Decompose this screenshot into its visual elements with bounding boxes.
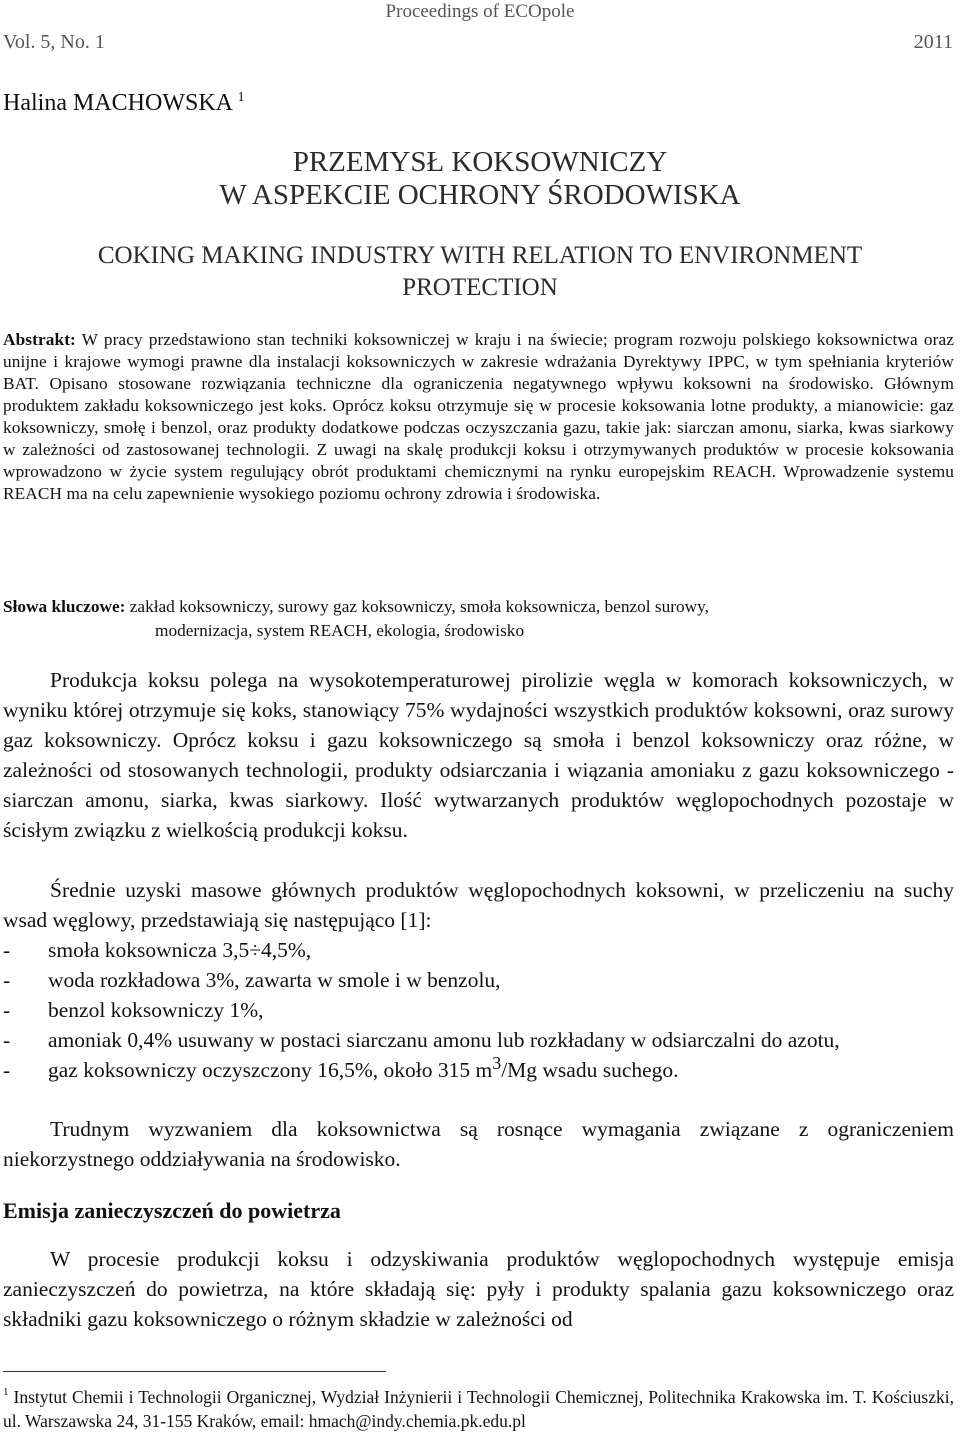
list-dash: - bbox=[3, 1028, 11, 1052]
list-item-text-after: /Mg wsadu suchego. bbox=[501, 1058, 679, 1082]
superscript-3: 3 bbox=[492, 1052, 502, 1073]
list-dash: - bbox=[3, 968, 11, 992]
list-item bbox=[3, 995, 954, 1025]
footnote-divider bbox=[3, 1371, 386, 1372]
publication-year: 2011 bbox=[913, 31, 953, 53]
list-item-text: smoła koksownicza 3,5÷4,5%, bbox=[48, 938, 312, 962]
abstract-label: Abstrakt: bbox=[3, 330, 76, 349]
list-item-text bbox=[48, 1052, 954, 1085]
title-english-line-2: PROTECTION bbox=[402, 274, 558, 301]
list-item-text-before: gaz koksowniczy oczyszczony 16,5%, około 315 m bbox=[48, 1058, 493, 1082]
author-line bbox=[3, 90, 245, 117]
footnote-text: Instytut Chemii i Technologii Organicznej, Wydział Inżynierii i Technologii Chemicznej, Politechnika Krakowska im. T. Kościuszki, ul. Warszawska 24, 31-155 Kraków, email: hmach@indy.chemia.pk.edu.pl bbox=[3, 1387, 954, 1431]
list-dash: - bbox=[3, 998, 11, 1022]
volume-info: Vol. 5, No. 1 bbox=[3, 31, 105, 53]
footnote bbox=[3, 1385, 954, 1433]
title-polish-line-2: W ASPEKCIE OCHRONY ŚRODOWISKA bbox=[219, 179, 741, 211]
list-dash: - bbox=[3, 1058, 11, 1082]
title-english bbox=[0, 240, 960, 304]
yield-list bbox=[3, 935, 954, 1085]
paragraph-2: Średnie uzyski masowe głównych produktów węglopochodnych koksowni, w przeliczeniu na suchy wsad węglowy, przedstawiają się następująco [1]: bbox=[3, 878, 954, 932]
list-item bbox=[3, 1052, 954, 1085]
section-heading: Emisja zanieczyszczeń do powietrza bbox=[3, 1198, 341, 1223]
title-polish bbox=[0, 146, 960, 212]
journal-name: Proceedings of ECOpole bbox=[385, 1, 575, 22]
keywords-line-1 bbox=[3, 595, 954, 619]
keywords-text-2: modernizacja, system REACH, ekologia, środowisko bbox=[155, 621, 525, 640]
abstract bbox=[3, 329, 954, 505]
affiliation-mark: 1 bbox=[237, 90, 245, 105]
list-item bbox=[3, 1025, 954, 1055]
keywords bbox=[3, 595, 954, 643]
list-item-text: woda rozkładowa 3%, zawarta w smole i w benzolu, bbox=[48, 968, 501, 992]
abstract-text: W pracy przedstawiono stan techniki koksowniczej w kraju i na świecie; program rozwoju polskiego koksownictwa oraz unijne i krajowe wymogi prawne dla instalacji koksowniczych w zakresie wdrażania Dyrektywy IPPC, w tym spełniania kryteriów BAT. Opisano stosowane rozwiązania techniczne dla ograniczenia negatywnego wpływu koksowni na środowisko. Głównym produktem zakładu koksowniczego jest koks. Oprócz koksu otrzymuje się w procesie koksowania lotne produkty, a mianowicie: gaz koksowniczy, smołę i benzol, oraz produkty dodatkowe podczas oczyszczania gazu, takie jak: siarczan amonu, siarka, kwas siarkowy w zależności od zastosowanej technologii. Z uwagi na skalę produkcji koksu i otrzymywanych produktów w procesie koksowania wprowadzono w życie system regulujący obrót produktami chemicznymi na rynku europejskim REACH. Wprowadzenie systemu REACH ma na celu zapewnienie wysokiego poziomu ochrony zdrowia i środowiska. bbox=[3, 330, 954, 503]
paragraph-1: Produkcja koksu polega na wysokotemperaturowej pirolizie węgla w komorach koksowniczych, w wyniku której otrzymuje się koks, stanowiący 75% wydajności wszystkich produktów koksowni, oraz surowy gaz koksowniczy. Oprócz koksu i gazu koksowniczego są smoła i benzol koksowniczy oraz różne, w zależności od stosowanych technologii, produkty odsiarczania i wiązania amoniaku z gazu koksowniczego - siarczan amonu, siarka, kwas siarkowy. Ilość wytwarzanych produktów węglopochodnych pozostaje w ścisłym związku z wielkością produkcji koksu. bbox=[3, 668, 954, 842]
list-item-text: amoniak 0,4% usuwany w postaci siarczanu amonu lub rozkładany w odsiarczalni do azotu, bbox=[48, 1028, 840, 1052]
list-item bbox=[3, 965, 954, 995]
title-english-line-1: COKING MAKING INDUSTRY WITH RELATION TO ENVIRONMENT bbox=[97, 242, 863, 269]
list-item bbox=[3, 935, 954, 965]
keywords-label: Słowa kluczowe: bbox=[3, 597, 126, 616]
list-item-text: benzol koksowniczy 1%, bbox=[48, 998, 264, 1022]
paragraph-3: Trudnym wyzwaniem dla koksownictwa są rosnące wymagania związane z ograniczeniem niekorzystnego oddziaływania na środowisko. bbox=[3, 1117, 954, 1171]
paragraph-4: W procesie produkcji koksu i odzyskiwania produktów węglopochodnych występuje emisja zanieczyszczeń do powietrza, na które składają się: pyły i produkty spalania gazu koksowniczego oraz składniki gazu koksowniczego o różnym składzie w zależności od bbox=[3, 1247, 954, 1331]
title-polish-line-1: PRZEMYSŁ KOKSOWNICZY bbox=[292, 146, 668, 178]
author-name: Halina MACHOWSKA bbox=[3, 90, 232, 116]
keywords-text-1: zakład koksowniczy, surowy gaz koksowniczy, smoła koksownicza, benzol surowy, bbox=[125, 597, 709, 616]
list-dash: - bbox=[3, 938, 11, 962]
footnote-mark: 1 bbox=[3, 1386, 9, 1398]
